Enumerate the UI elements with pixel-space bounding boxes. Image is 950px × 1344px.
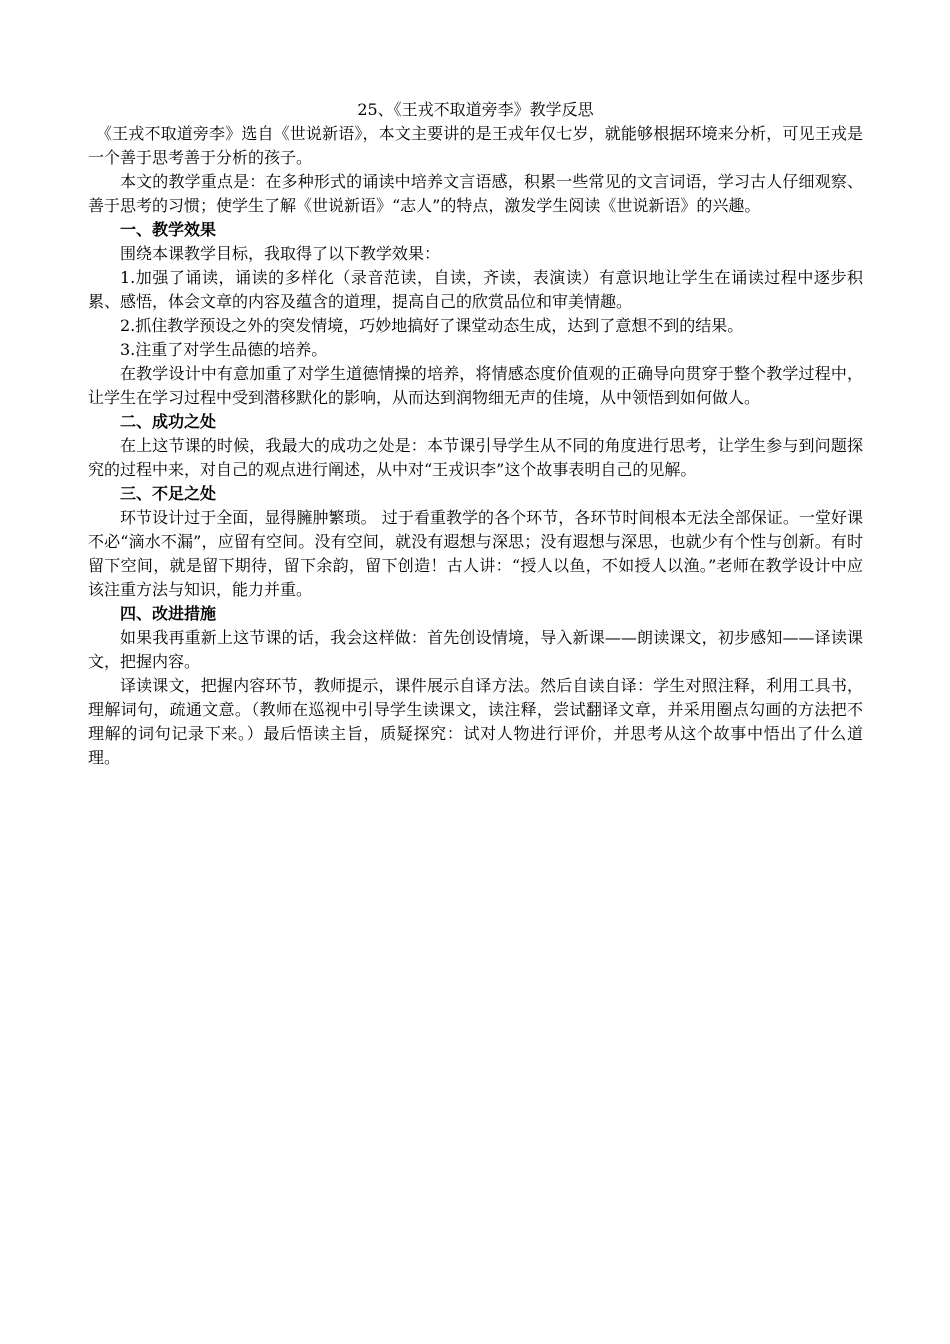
success-paragraph: 在上这节课的时候，我最大的成功之处是：本节课引导学生从不同的角度进行思考，让学生参与到问题探究的过程中来，对自己的观点进行阐述，从中对“王戎识李”这个故事表明自己的见解。: [88, 436, 863, 479]
section-heading-shortcomings: 三、不足之处: [120, 484, 217, 503]
teaching-effect-paragraph-3: 2.抓住教学预设之外的突发情境，巧妙地搞好了课堂动态生成，达到了意想不到的结果。: [120, 316, 744, 335]
document-title: 25、《王戎不取道旁李》教学反思: [357, 100, 594, 119]
teaching-effect-paragraph-4: 3.注重了对学生品德的培养。: [120, 340, 328, 359]
teaching-effect-paragraph-2: 1.加强了诵读，诵读的多样化（录音范读，自读，齐读，表演读）有意识地让学生在诵读过程中逐步积累、感悟，体会文章的内容及蕴含的道理，提高自己的欣赏品位和审美情趣。: [88, 268, 863, 311]
improvements-paragraph-1: 如果我再重新上这节课的话，我会这样做：首先创设情境，导入新课——朗读课文，初步感知——译读课文，把握内容。: [88, 628, 863, 671]
document-page: [88, 98, 863, 770]
section-heading-teaching-effect: 一、教学效果: [120, 220, 217, 239]
teaching-effect-paragraph-5: 在教学设计中有意加重了对学生道德情操的培养，将情感态度价值观的正确导向贯穿于整个教学过程中，让学生在学习过程中受到潜移默化的影响，从而达到润物细无声的佳境，从中领悟到如何做人。: [88, 364, 863, 407]
teaching-focus-paragraph: 本文的教学重点是：在多种形式的诵读中培养文言语感，积累一些常见的文言词语，学习古人仔细观察、善于思考的习惯；使学生了解《世说新语》“志人”的特点，激发学生阅读《世说新语》的兴趣。: [88, 172, 863, 215]
improvements-paragraph-2: 译读课文，把握内容环节，教师提示，课件展示自译方法。然后自读自译：学生对照注释，利用工具书，理解词句，疏通文意。（教师在巡视中引导学生读课文，读注释，尝试翻译文章，并采用圈点勾画的方法把不理解的词句记录下来。）最后悟读主旨，质疑探究：试对人物进行评价，并思考从这个故事中悟出了什么道理。: [88, 676, 863, 767]
shortcomings-paragraph: 环节设计过于全面，显得臃肿繁琐。 过于看重教学的各个环节，各环节时间根本无法全部保证。一堂好课不必“滴水不漏”，应留有空间。没有空间，就没有遐想与深思；没有遐想与深思，也就少有个性与创新。有时留下空间，就是留下期待，留下余韵，留下创造！古人讲：“授人以鱼，不如授人以渔。”老师在教学设计中应该注重方法与知识，能力并重。: [88, 508, 863, 599]
teaching-effect-paragraph-1: 围绕本课教学目标，我取得了以下教学效果：: [120, 244, 441, 263]
intro-paragraph: 《王戎不取道旁李》选自《世说新语》，本文主要讲的是王戎年仅七岁，就能够根据环境来分析，可见王戎是一个善于思考善于分析的孩子。: [88, 124, 863, 167]
section-heading-success: 二、成功之处: [120, 412, 217, 431]
section-heading-improvements: 四、改进措施: [120, 604, 217, 623]
